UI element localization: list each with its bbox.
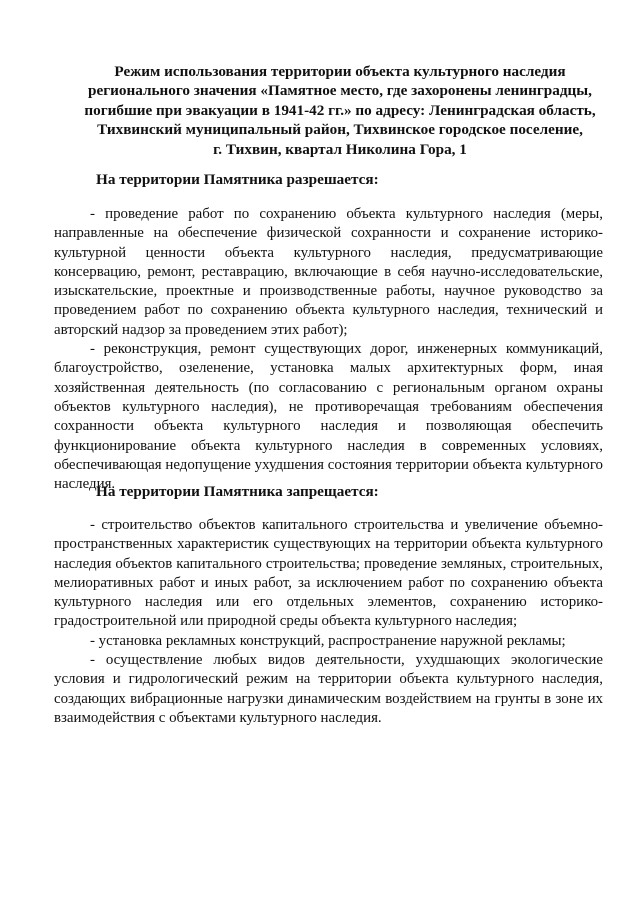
title-line: г. Тихвин, квартал Николина Гора, 1 bbox=[213, 140, 467, 158]
allowed-item: - реконструкция, ремонт существующих дорог, инженерных коммуникаций, благоустройство, озеленение, установка малых архитектурных форм, иная хозяйственная деятельность (по согласованию с региональным органом охраны объектов культурного наследия), не противоречащая требованиям обеспечения сохранности объекта культурного наследия и позволяющая обеспечить функционирование объекта культурного наследия в современных условиях, обеспечивающая недопущение ухудшения состояния территории объекта культурного наследия. bbox=[54, 341, 603, 493]
forbidden-section bbox=[54, 516, 603, 728]
forbidden-heading: На территории Памятника запрещается: bbox=[96, 483, 379, 500]
document-title bbox=[70, 62, 610, 159]
allowed-item: - проведение работ по сохранению объекта культурного наследия (меры, направленные на обеспечение физической сохранности и сохранение историко-культурной ценности объекта культурного наследия, предусматривающие консервацию, ремонт, реставрацию, включающие в себя научно-исследовательские, изыскательские, проектные и производственные работы, научное руководство за проведением работ по сохранению объекта культурного наследия, технический и авторский надзор за проведением этих работ); bbox=[54, 206, 603, 338]
forbidden-item: - установка рекламных конструкций, распространение наружной рекламы; bbox=[90, 632, 566, 649]
title-line: погибшие при эвакуации в 1941-42 гг.» по адресу: Ленинградская область, bbox=[84, 101, 596, 119]
forbidden-item: - строительство объектов капитального строительства и увеличение объемно-пространственных характеристик существующих на территории объекта культурного наследия объектов капитального строительства; проведение земляных, строительных, мелиоративных работ и иных работ, за исключением работ по сохранению объекта культурного наследия или его отдельных элементов, сохранению историко-градостроительной или природной среды объекта культурного наследия; bbox=[54, 517, 603, 630]
title-line: регионального значения «Памятное место, где захоронены ленинградцы, bbox=[88, 82, 592, 100]
title-line: Режим использования территории объекта культурного наследия bbox=[114, 63, 566, 80]
allowed-heading: На территории Памятника разрешается: bbox=[96, 171, 379, 188]
title-line: Тихвинский муниципальный район, Тихвинское городское поселение, bbox=[97, 121, 583, 139]
forbidden-item: - осуществление любых видов деятельности, ухудшающих экологические условия и гидрологический режим на территории объекта культурного наследия, создающих вибрационные нагрузки динамическим воздействием на грунты в зоне их взаимодействия с объектами культурного наследия. bbox=[54, 652, 603, 726]
allowed-section bbox=[54, 205, 603, 494]
